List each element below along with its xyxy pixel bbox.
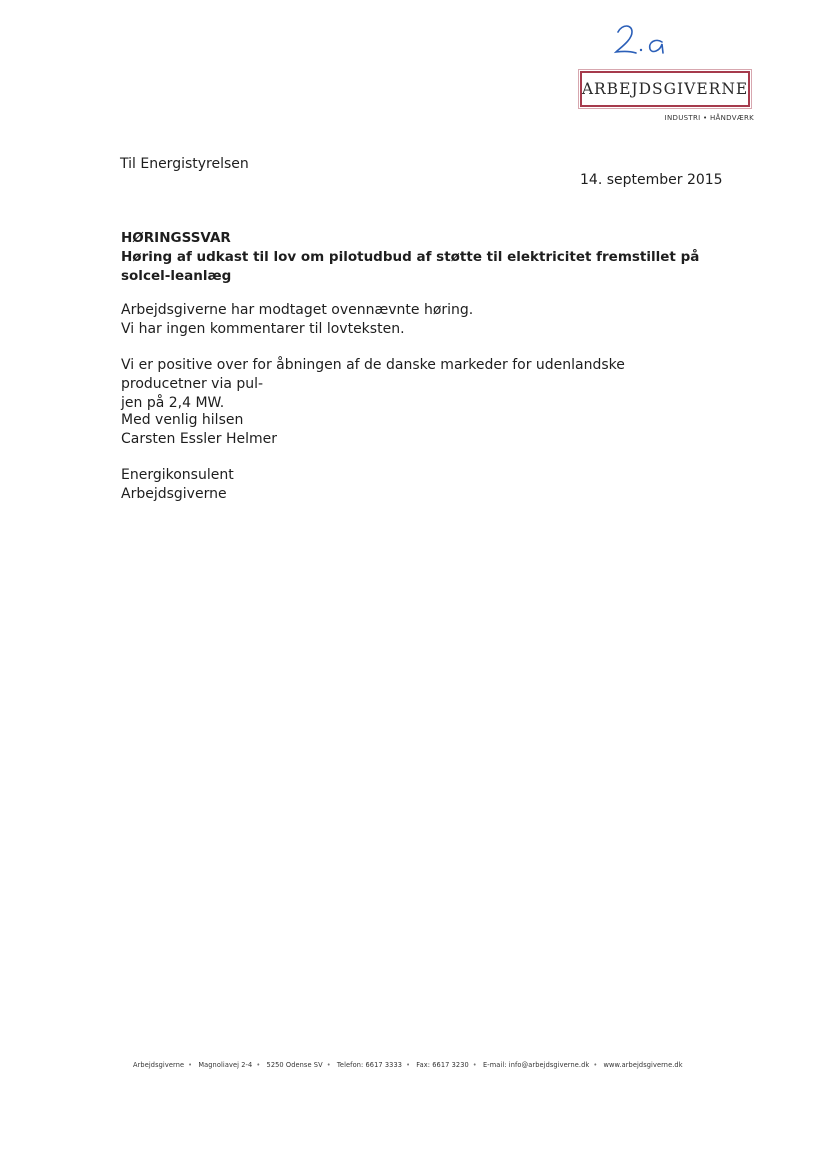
paragraph-line: jen på 2,4 MW. <box>121 395 225 411</box>
sender-title: Energikonsulent <box>121 467 234 483</box>
paragraph-line: Vi har ingen kommentarer til lovteksten. <box>121 321 405 337</box>
handwritten-annotation <box>610 20 680 60</box>
letter-footer: Arbejdsgiverne • Magnoliavej 2-4 • 5250 Odense SV • Telefon: 6617 3333 • Fax: 6617 3230 • E-mail: info@arbejdsgiverne.dk • www.arbejdsgiverne.dk <box>133 1061 683 1069</box>
letter-heading <box>121 229 711 286</box>
signature-block <box>121 466 711 504</box>
company-logo <box>580 71 750 107</box>
letter-date: 14. september 2015 <box>580 172 723 188</box>
footer-organisation: Arbejdsgiverne <box>133 1061 185 1069</box>
footer-email: E-mail: info@arbejdsgiverne.dk <box>483 1061 590 1069</box>
paragraph-line: Arbejdsgiverne har modtaget ovennævnte høring. <box>121 302 474 318</box>
closing <box>121 411 711 449</box>
logo-tagline: INDUSTRI • HÅNDVÆRK <box>664 114 754 122</box>
paragraph-received <box>121 301 711 339</box>
logo-text: ARBEJDSGIVERNE <box>581 80 749 98</box>
footer-address: Magnoliavej 2-4 <box>198 1061 253 1069</box>
closing-greeting: Med venlig hilsen <box>121 412 244 428</box>
svg-text:2.a: 2.a <box>610 20 612 21</box>
heading-subject: Høring af udkast til lov om pilotudbud af støtte til elektricitet fremstillet på solcel-leanlæg <box>121 249 700 284</box>
footer-website: www.arbejdsgiverne.dk <box>603 1061 683 1069</box>
paragraph-line: Vi er positive over for åbningen af de danske markeder for udenlandske producetner via pul- <box>121 357 625 392</box>
footer-postal: 5250 Odense SV <box>266 1061 323 1069</box>
footer-phone: Telefon: 6617 3333 <box>336 1061 403 1069</box>
sender-name: Carsten Essler Helmer <box>121 431 278 447</box>
footer-fax: Fax: 6617 3230 <box>416 1061 469 1069</box>
heading-label: HØRINGSSVAR <box>121 230 231 246</box>
paragraph-positive <box>121 356 711 413</box>
sender-organisation: Arbejdsgiverne <box>121 486 227 502</box>
recipient: Til Energistyrelsen <box>120 156 249 172</box>
